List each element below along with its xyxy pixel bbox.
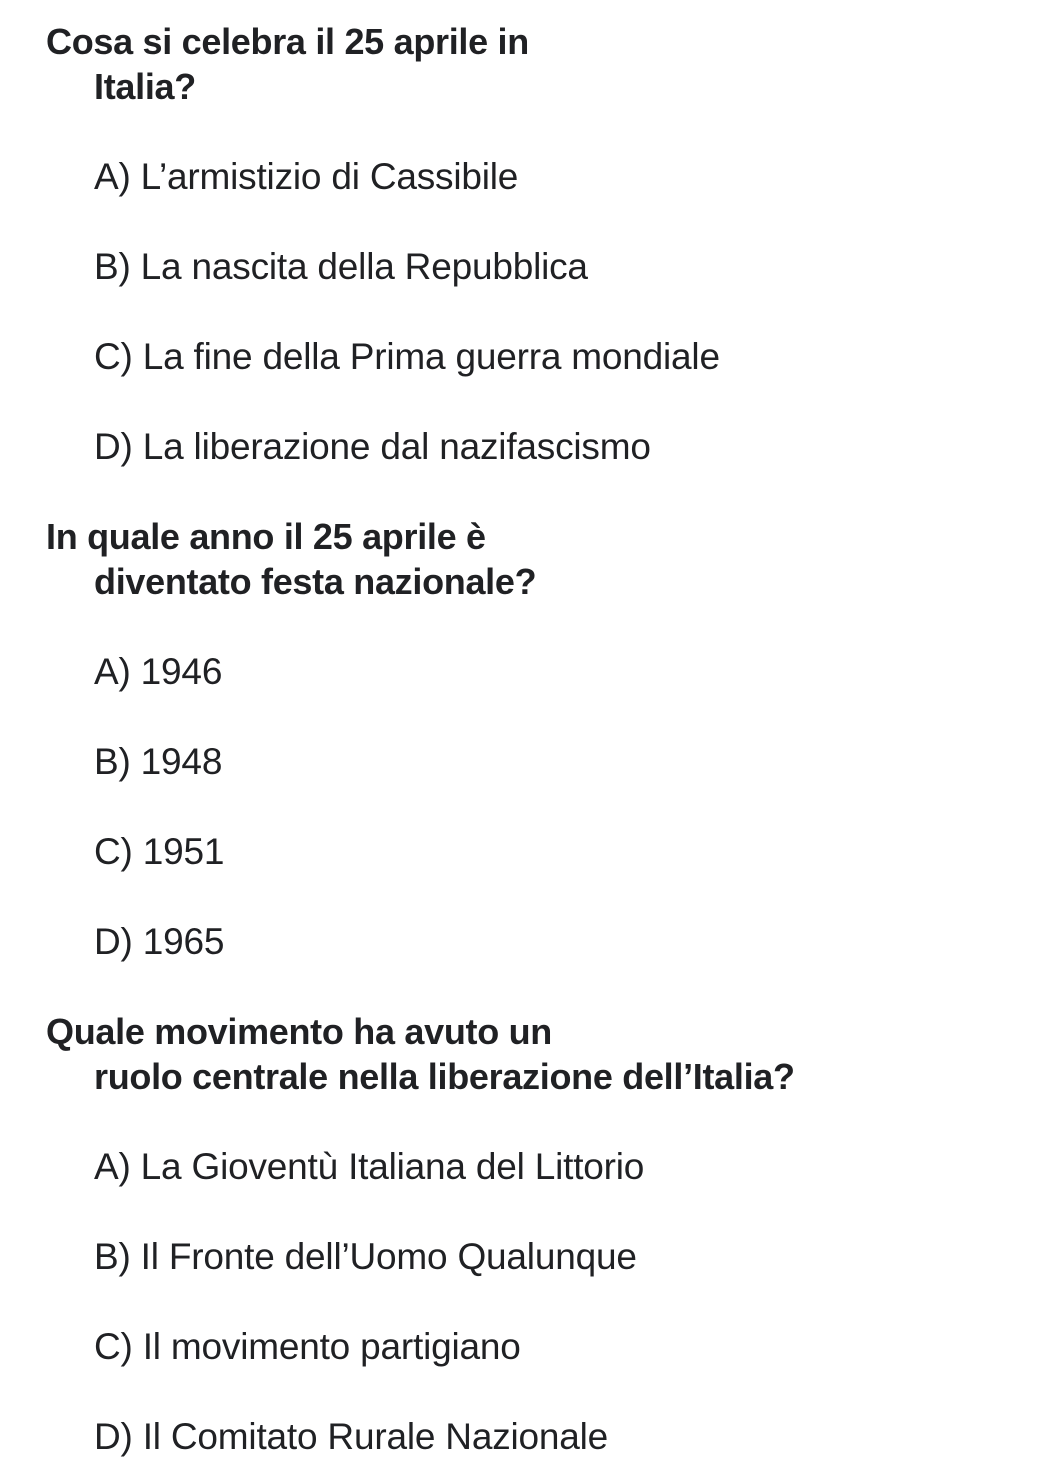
question-2-option-d[interactable]: D) 1965 xyxy=(94,921,225,962)
question-1-option-c[interactable]: C) La fine della Prima guerra mondiale xyxy=(94,336,720,377)
question-2-option-a[interactable]: A) 1946 xyxy=(94,651,223,692)
question-2-option-c[interactable]: C) 1951 xyxy=(94,831,225,872)
question-2-option-b[interactable]: B) 1948 xyxy=(94,741,223,782)
question-1-option-d[interactable]: D) La liberazione dal nazifascismo xyxy=(94,426,651,467)
question-1-line-1: Cosa si celebra il 25 aprile in xyxy=(46,21,529,62)
question-1-option-b[interactable]: B) La nascita della Repubblica xyxy=(94,246,588,287)
question-1-option-a[interactable]: A) L’armistizio di Cassibile xyxy=(94,156,519,197)
question-3-option-a[interactable]: A) La Gioventù Italiana del Littorio xyxy=(94,1146,645,1187)
question-3-option-c[interactable]: C) Il movimento partigiano xyxy=(94,1326,521,1367)
question-3-option-d[interactable]: D) Il Comitato Rurale Nazionale xyxy=(94,1416,609,1457)
question-3-option-b[interactable]: B) Il Fronte dell’Uomo Qualunque xyxy=(94,1236,637,1277)
question-1-line-2: Italia? xyxy=(94,66,196,107)
question-3-line-2: ruolo centrale nella liberazione dell’Italia? xyxy=(94,1056,795,1097)
question-2-line-2: diventato festa nazionale? xyxy=(94,561,537,602)
question-3-line-1: Quale movimento ha avuto un xyxy=(46,1011,552,1052)
question-2-line-1: In quale anno il 25 aprile è xyxy=(46,516,486,557)
